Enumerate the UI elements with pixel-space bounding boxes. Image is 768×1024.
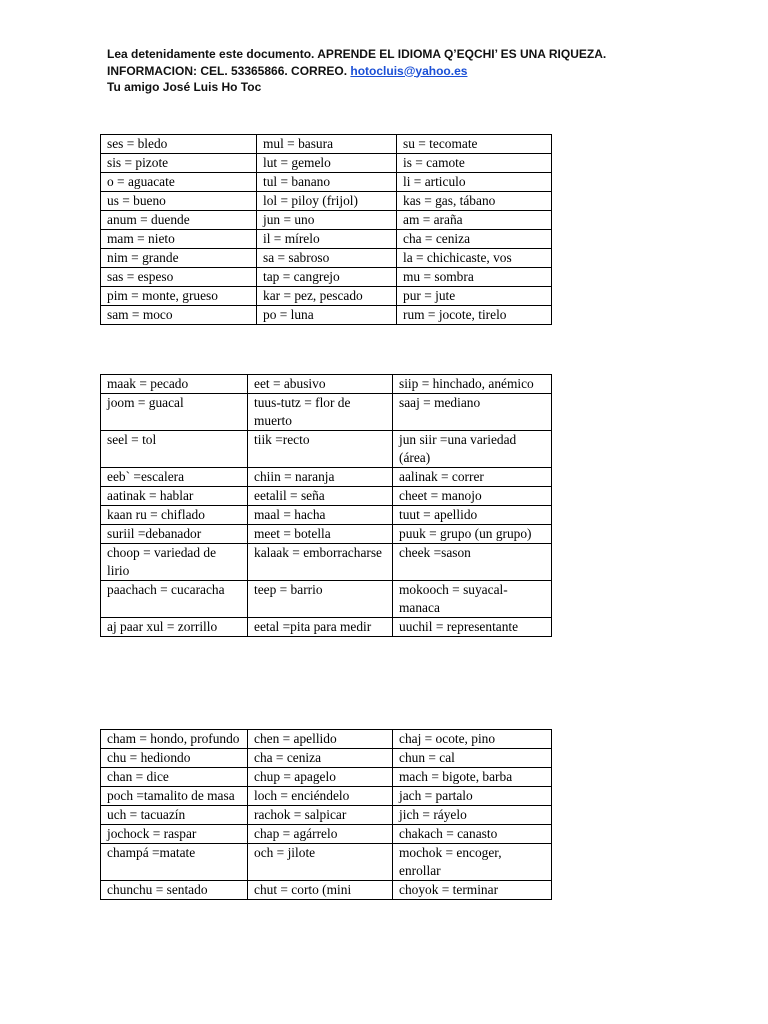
table-cell: o = aguacate	[101, 173, 257, 192]
table-cell: tiik =recto	[248, 431, 393, 468]
table-cell: teep = barrio	[248, 581, 393, 618]
table-row	[101, 249, 552, 268]
document-header	[107, 46, 606, 96]
table-cell: chut = corto (mini	[248, 881, 393, 900]
table-cell: saaj = mediano	[393, 394, 552, 431]
table-cell: chap = agárrelo	[248, 825, 393, 844]
table-cell: sa = sabroso	[257, 249, 397, 268]
table-cell: mul = basura	[257, 135, 397, 154]
table-cell: chu = hediondo	[101, 749, 248, 768]
table-row	[101, 306, 552, 325]
table-cell: champá =matate	[101, 844, 248, 881]
table-cell: joom = guacal	[101, 394, 248, 431]
table-cell: jun siir =una variedad (área)	[393, 431, 552, 468]
table-cell: kar = pez, pescado	[257, 287, 397, 306]
table-row	[101, 431, 552, 468]
table-cell: is = camote	[397, 154, 552, 173]
table-row	[101, 881, 552, 900]
table-cell: li = articulo	[397, 173, 552, 192]
table-row	[101, 525, 552, 544]
table-cell: chaj = ocote, pino	[393, 730, 552, 749]
table-cell: po = luna	[257, 306, 397, 325]
table-cell: tuus-tutz = flor de muerto	[248, 394, 393, 431]
table-cell: maak = pecado	[101, 375, 248, 394]
table-cell: jich = ráyelo	[393, 806, 552, 825]
table-cell: sas = espeso	[101, 268, 257, 287]
table-cell: us = bueno	[101, 192, 257, 211]
table-cell: la = chichicaste, vos	[397, 249, 552, 268]
table-row	[101, 394, 552, 431]
table-cell: rum = jocote, tirelo	[397, 306, 552, 325]
table-cell: eetal =pita para medir	[248, 618, 393, 637]
table-cell: lol = piloy (frijol)	[257, 192, 397, 211]
table-row	[101, 287, 552, 306]
table-cell: su = tecomate	[397, 135, 552, 154]
vocabulary-table-1	[100, 134, 552, 325]
table-cell: puuk = grupo (un grupo)	[393, 525, 552, 544]
vocabulary-table-2	[100, 374, 552, 637]
table-cell: aj paar xul = zorrillo	[101, 618, 248, 637]
table-cell: sam = moco	[101, 306, 257, 325]
contact-info-text: INFORMACION: CEL. 53365866. CORREO.	[107, 63, 351, 78]
table-cell: eet = abusivo	[248, 375, 393, 394]
table-cell: aatinak = hablar	[101, 487, 248, 506]
table-cell: il = mírelo	[257, 230, 397, 249]
table-cell: ses = bledo	[101, 135, 257, 154]
table-row	[101, 468, 552, 487]
table-cell: eetalil = seña	[248, 487, 393, 506]
table-cell: och = jilote	[248, 844, 393, 881]
table-cell: uch = tacuazín	[101, 806, 248, 825]
table-row	[101, 135, 552, 154]
table-cell: lut = gemelo	[257, 154, 397, 173]
table-cell: cham = hondo, profundo	[101, 730, 248, 749]
table-cell: pur = jute	[397, 287, 552, 306]
table-row	[101, 506, 552, 525]
table-cell: mam = nieto	[101, 230, 257, 249]
table-row	[101, 806, 552, 825]
header-line-contact	[107, 63, 606, 80]
table-cell: cha = ceniza	[248, 749, 393, 768]
table-row	[101, 192, 552, 211]
table-row	[101, 787, 552, 806]
table-cell: jun = uno	[257, 211, 397, 230]
table-cell: chun = cal	[393, 749, 552, 768]
table-cell: cheek =sason	[393, 544, 552, 581]
table-cell: anum = duende	[101, 211, 257, 230]
table-cell: paachach = cucaracha	[101, 581, 248, 618]
table-cell: mu = sombra	[397, 268, 552, 287]
table-cell: loch = enciéndelo	[248, 787, 393, 806]
table-cell: eeb` =escalera	[101, 468, 248, 487]
table-cell: pim = monte, grueso	[101, 287, 257, 306]
table-row	[101, 544, 552, 581]
table-row	[101, 211, 552, 230]
table-cell: choyok = terminar	[393, 881, 552, 900]
table-cell: siip = hinchado, anémico	[393, 375, 552, 394]
table-row	[101, 618, 552, 637]
table-cell: kaan ru = chiflado	[101, 506, 248, 525]
table-cell: poch =tamalito de masa	[101, 787, 248, 806]
table-cell: suriil =debanador	[101, 525, 248, 544]
table-cell: mach = bigote, barba	[393, 768, 552, 787]
table-cell: maal = hacha	[248, 506, 393, 525]
table-row	[101, 825, 552, 844]
table-cell: tul = banano	[257, 173, 397, 192]
table-row	[101, 230, 552, 249]
table-cell: tuut = apellido	[393, 506, 552, 525]
table-cell: chan = dice	[101, 768, 248, 787]
table-row	[101, 749, 552, 768]
table-row	[101, 844, 552, 881]
table-cell: mochok = encoger, enrollar	[393, 844, 552, 881]
table-cell: chakach = canasto	[393, 825, 552, 844]
table-cell: tap = cangrejo	[257, 268, 397, 287]
table-cell: chiin = naranja	[248, 468, 393, 487]
table-cell: seel = tol	[101, 431, 248, 468]
table-row	[101, 154, 552, 173]
table-cell: cha = ceniza	[397, 230, 552, 249]
table-cell: kas = gas, tábano	[397, 192, 552, 211]
header-line-signature: Tu amigo José Luis Ho Toc	[107, 80, 262, 94]
table-cell: aalinak = correr	[393, 468, 552, 487]
table-cell: sis = pizote	[101, 154, 257, 173]
table-cell: chen = apellido	[248, 730, 393, 749]
email-link[interactable]: hotocluis@yahoo.es	[350, 63, 468, 78]
table-cell: cheet = manojo	[393, 487, 552, 506]
table-cell: am = araña	[397, 211, 552, 230]
table-row	[101, 581, 552, 618]
table-cell: jach = partalo	[393, 787, 552, 806]
table-row	[101, 173, 552, 192]
table-row	[101, 730, 552, 749]
table-cell: chunchu = sentado	[101, 881, 248, 900]
vocabulary-table-3	[100, 729, 552, 900]
table-cell: nim = grande	[101, 249, 257, 268]
table-row	[101, 375, 552, 394]
table-cell: kalaak = emborracharse	[248, 544, 393, 581]
table-cell: choop = variedad de lirio	[101, 544, 248, 581]
table-cell: chup = apagelo	[248, 768, 393, 787]
table-cell: mokooch = suyacal-manaca	[393, 581, 552, 618]
table-cell: rachok = salpicar	[248, 806, 393, 825]
table-row	[101, 487, 552, 506]
table-row	[101, 268, 552, 287]
header-line-instructions: Lea detenidamente este documento. APRENDE EL IDIOMA Q’EQCHI’ ES UNA RIQUEZA.	[107, 47, 607, 61]
table-row	[101, 768, 552, 787]
table-cell: meet = botella	[248, 525, 393, 544]
table-cell: uuchil = representante	[393, 618, 552, 637]
table-cell: jochock = raspar	[101, 825, 248, 844]
